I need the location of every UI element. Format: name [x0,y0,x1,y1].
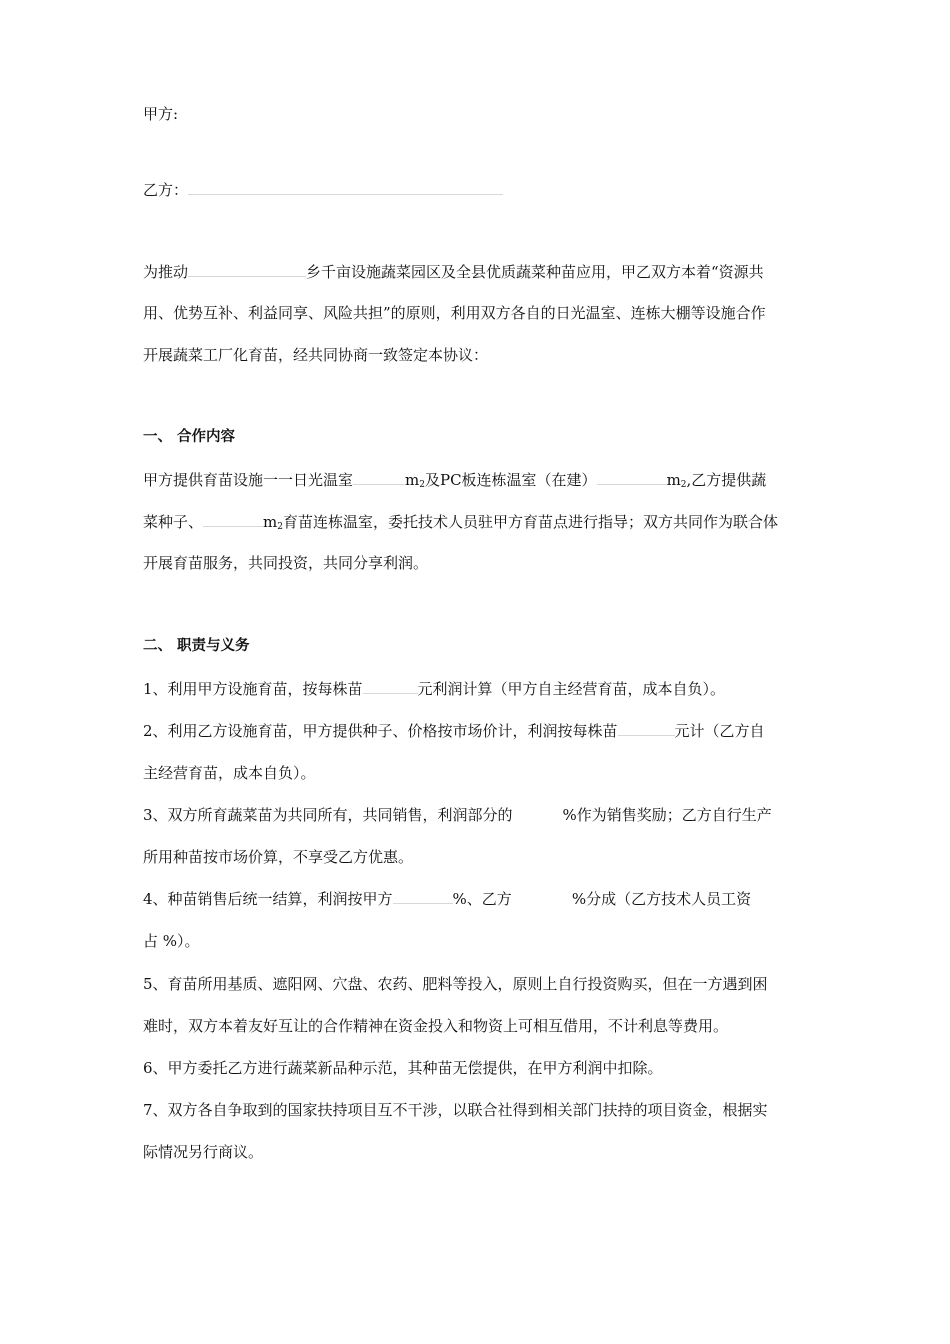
clause-text: 所用种苗按市场价算，不享受乙方优惠。 [143,848,414,866]
clause-text: %、乙方 [452,890,512,908]
clause-2-cont [143,763,316,783]
section-1-heading [143,427,235,447]
intro-text: 乡千亩设施蔬菜园区及全县优质蔬菜种苗应用，甲乙双方本着“资源共 [306,263,764,281]
section-1-line-3 [143,553,428,573]
party-b-label: 乙方： [143,181,189,199]
unit-subscript: 2 [277,522,283,532]
clause-text: 2、利用乙方设施育苗，甲方提供种子、价格按市场价计，利润按每株苗 [143,722,618,740]
clause-4 [143,889,751,909]
clause-4-cont [143,931,200,951]
percent-blank [513,805,563,820]
profit-blank [363,679,418,694]
clause-text: 5、育苗所用基质、遮阳网、穴盘、农药、肥料等投入，原则上自行投资购买，但在一方遇到困 [143,975,768,993]
clause-text: 难时，双方本着友好互让的合作精神在资金投入和物资上可相互借用，不计利息等费用。 [143,1017,729,1035]
section-text: 菜种子、 [143,513,204,531]
section-1-title: 一、 合作内容 [143,429,236,445]
township-blank [188,262,306,277]
party-a-label: 甲方: [143,105,179,123]
section-text: 育苗连栋温室，委托技术人员驻甲方育苗点进行指导；双方共同作为联合体 [282,513,778,531]
section-2-title: 二、 职责与义务 [143,638,250,654]
clause-text: 4、种苗销售后统一结算，利润按甲方 [143,890,393,908]
percent-blank [393,889,453,904]
section-text: 开展育苗服务，共同投资，共同分享利润。 [143,554,429,572]
intro-line-3 [143,345,488,365]
intro-text: 开展蔬菜工厂化育苗，经共同协商一致签定本协议： [143,346,489,364]
section-text: 甲方提供育苗设施一一日光温室 [143,471,354,489]
clause-text: 主经营育苗，成本自负）。 [143,764,316,782]
area-blank [203,512,263,527]
clause-text: 3、双方所育蔬菜苗为共同所有，共同销售，利润部分的 [143,806,513,824]
unit-text: m [405,471,420,489]
clause-5 [143,974,768,994]
clause-text: 元利润计算（甲方自主经营育苗，成本自负）。 [417,680,726,698]
section-text: ,乙方提供蔬 [686,471,767,489]
area-blank [597,470,667,485]
clause-1 [143,679,725,699]
intro-text: 为推动 [143,263,189,281]
section-text: 及PC板连栋温室（在建） [424,471,597,489]
clause-2 [143,721,765,741]
section-1-line-2 [143,512,778,537]
clause-text: 1、利用甲方设施育苗，按每株苗 [143,680,363,698]
unit-subscript: 2 [419,480,425,490]
area-blank [353,470,405,485]
percent-blank [512,889,572,904]
section-2-heading [143,636,250,656]
clause-text: 6、甲方委托乙方进行蔬菜新品种示范，其种苗无偿提供，在甲方利润中扣除。 [143,1059,663,1077]
clause-text: 元计（乙方自 [674,722,765,740]
clause-3 [143,805,772,825]
party-a-line [143,104,178,124]
clause-3-cont [143,847,413,867]
intro-line-2 [143,303,766,323]
unit-subscript: 2 [680,480,687,490]
party-b-blank [188,180,503,195]
intro-text: 用、优势互补、利益同享、风险共担”的原则，利用双方各自的日光温室、连栋大棚等设施合作 [143,304,766,322]
clause-6 [143,1058,663,1078]
clause-text: 7、双方各自争取到的国家扶持项目互不干涉，以联合社得到相关部门扶持的项目资金，根据实 [143,1101,768,1119]
clause-5-cont [143,1016,728,1036]
clause-7-cont [143,1142,263,1162]
party-b-line [143,180,503,200]
clause-text: 际情况另行商议。 [143,1143,264,1161]
section-1-line-1 [143,470,766,495]
unit-text: m [666,471,681,489]
unit-text: m [263,513,278,531]
intro-line-1 [143,262,764,282]
clause-7 [143,1100,768,1120]
profit-blank [618,721,675,736]
clause-text: %作为销售奖励；乙方自行生产 [562,806,772,824]
clause-text: %分成（乙方技术人员工资 [571,890,752,908]
clause-text: 占 %）。 [143,932,200,950]
